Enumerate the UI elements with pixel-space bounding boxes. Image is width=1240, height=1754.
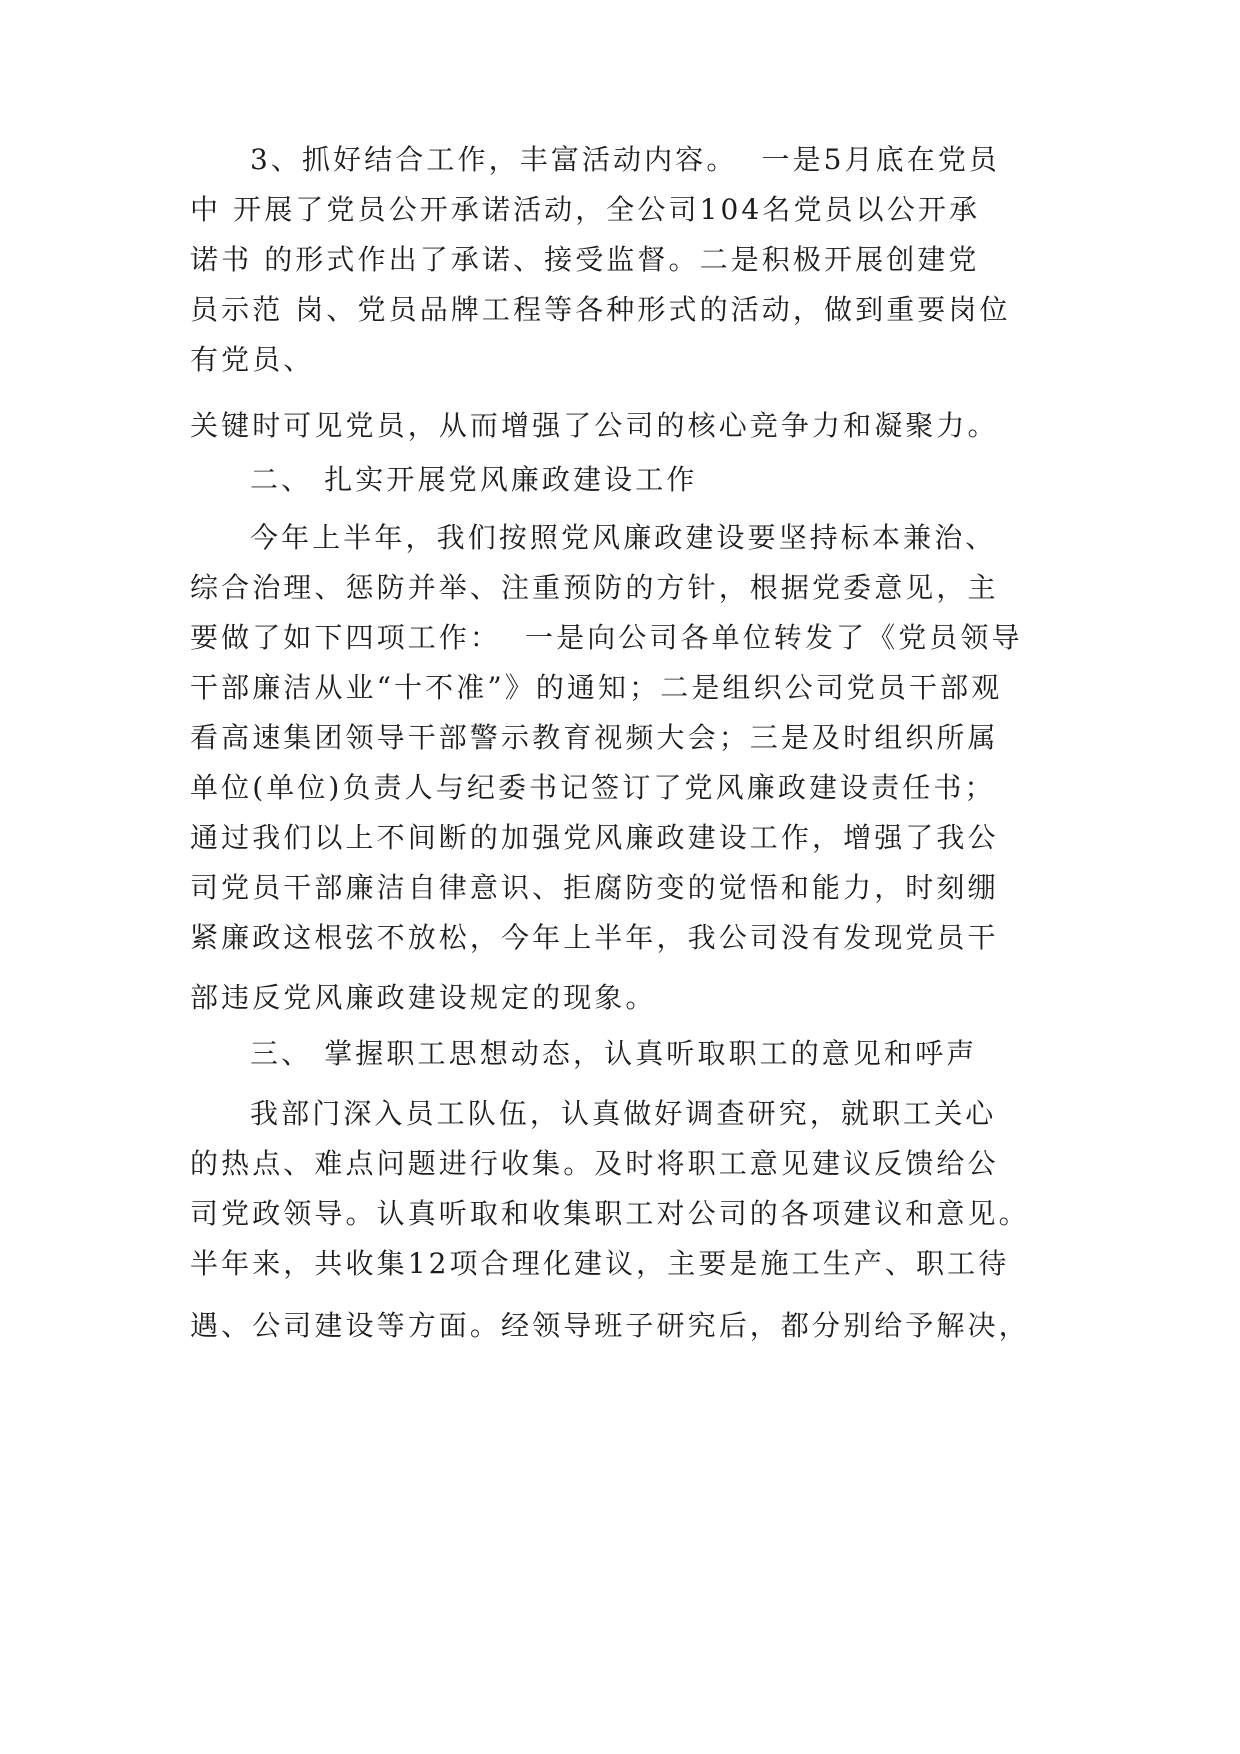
text-line: 有党员、 [190,343,315,376]
section-heading: 三、 掌握职工思想动态，认真听取职工的意见和呼声 [250,1037,978,1070]
text-line: 司党政领导。认真听取和收集职工对公司的各项建议和意见。 [190,1197,1030,1230]
text-line: 遇、公司建设等方面。经领导班子研究后，都分别给予解决， [190,1309,1030,1342]
text-line: 综合治理、惩防并举、注重预防的方针，根据党委意见，主 [190,571,999,604]
text-line: 通过我们以上不间断的加强党风廉政建设工作，增强了我公 [190,821,999,854]
text-line: 司党员干部廉洁自律意识、拒腐防变的觉悟和能力，时刻绷 [190,871,999,904]
text-line: 的热点、难点问题进行收集。及时将职工意见建议反馈给公 [190,1147,999,1180]
text-line: 中 开展了党员公开承诺活动，全公司104名党员以公开承 [190,193,981,226]
text-line: 诺书 的形式作出了承诺、接受监督。二是积极开展创建党 [190,243,980,276]
text-line: 部违反党风廉政建设规定的现象。 [190,981,657,1014]
section-heading: 二、 扎实开展党风廉政建设工作 [250,463,698,496]
text-line: 3、抓好结合工作，丰富活动内容。 一是5月底在党员 [250,143,1001,176]
text-line: 单位(单位)负责人与纪委书记签订了党风廉政建设责任书； [190,771,996,804]
text-line: 紧廉政这根弦不放松，今年上半年，我公司没有发现党员干 [190,921,999,954]
text-line: 关键时可见党员，从而增强了公司的核心竞争力和凝聚力。 [190,409,999,442]
text-line: 干部廉洁从业“十不准”》的通知；二是组织公司党员干部观 [190,671,1003,704]
text-line: 我部门深入员工队伍，认真做好调查研究，就职工关心 [250,1097,997,1130]
text-line: 半年来，共收集12项合理化建议，主要是施工生产、职工待 [190,1247,1010,1280]
text-line: 要做了如下四项工作： 一是向公司各单位转发了《党员领导 [190,621,1023,654]
text-line: 今年上半年，我们按照党风廉政建设要坚持标本兼治、 [250,521,997,554]
text-line: 员示范 岗、党员品牌工程等各种形式的活动，做到重要岗位 [190,293,1011,326]
text-line: 看高速集团领导干部警示教育视频大会；三是及时组织所属 [190,721,999,754]
